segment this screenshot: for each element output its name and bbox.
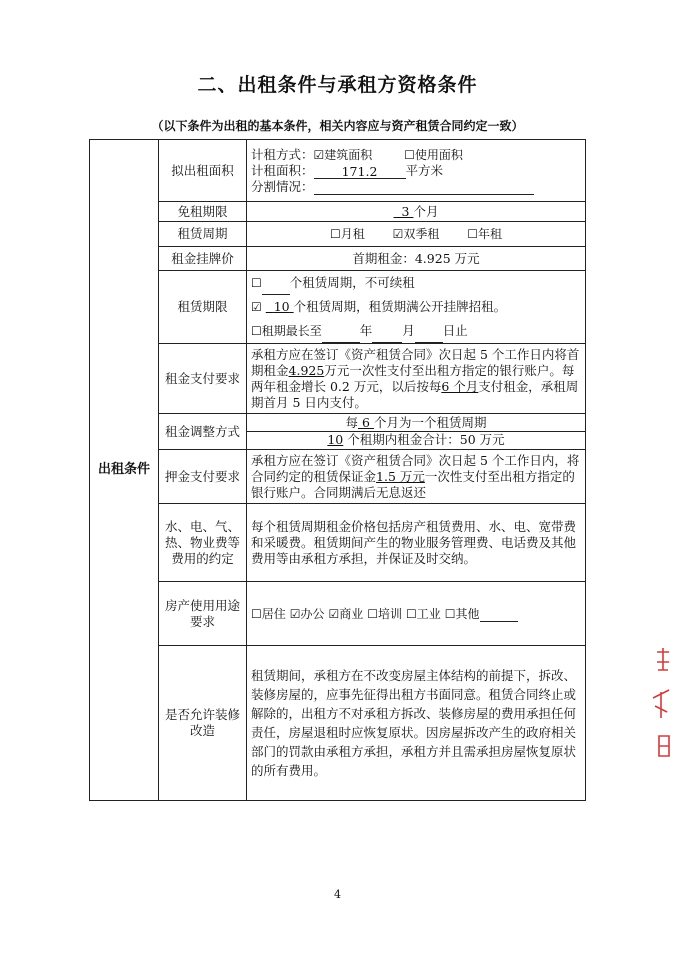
adjust-periods: 10 (327, 432, 344, 447)
adjust-months: 6 (362, 415, 370, 430)
page-number: 4 (334, 888, 341, 901)
decoration-label: 是否允许装修改造 (159, 646, 247, 801)
usage-options (247, 582, 586, 646)
lease-option2-checkbox: ☑ (251, 300, 262, 314)
area-value: 171.2 (341, 163, 378, 179)
mode-prefix: 计租方式： (251, 146, 314, 162)
payment-label: 租金支付要求 (159, 344, 247, 414)
payment-text (247, 344, 586, 414)
lease-cycles-number: 10 (273, 299, 290, 314)
adjust-prefix: 每 (345, 415, 359, 430)
free-period-number: 3 (401, 203, 410, 219)
lease-option1-checkbox: ☐ (251, 276, 262, 290)
area-label: 拟出租面积 (159, 140, 247, 202)
lease-term-label: 租赁期限 (159, 271, 247, 344)
split-label: 分割情况： (251, 178, 314, 194)
payment-text-part2: 万元一次性支付至出租方指定的银行账户。每两年租金增长 0.2 万元，以后按每 (251, 362, 575, 394)
day-label: 日止 (442, 323, 468, 338)
lease-option3-text: ☐租期最长至 (251, 324, 322, 338)
month-label: 月 (402, 323, 415, 338)
usage-office-checkbox: ☑办公 (289, 606, 325, 621)
adjust-cycle-text: 个月为一个租赁周期 (373, 415, 487, 430)
listing-value: 首期租金：4.925 万元 (247, 247, 586, 271)
usage-training-checkbox: ☐培训 (367, 606, 403, 621)
lease-option2-text: 个租赁周期，租赁期满公开挂牌招租。 (293, 299, 507, 314)
free-period-label: 免租期限 (159, 202, 247, 222)
usage-other-checkbox: ☐其他 (444, 606, 480, 621)
lease-term-value (247, 271, 586, 344)
area-unit: 平方米 (405, 162, 444, 178)
monthly-checkbox: ☐月租 (330, 227, 365, 241)
cycle-options (247, 222, 586, 247)
free-period-unit: 个月 (413, 203, 439, 219)
yearly-checkbox: ☐年租 (467, 227, 502, 241)
listing-label: 租金挂牌价 (159, 247, 247, 271)
year-label: 年 (359, 323, 373, 338)
payment-text-part3: 支付租金，承租周期首月 5 日内支付。 (251, 378, 579, 410)
page-subtitle: （以下条件为出租的基本条件，相关内容应与资产租赁合同约定一致） (151, 119, 524, 133)
usage-commercial-checkbox: ☑商业 (328, 606, 364, 621)
area-prefix: 计租面积： (251, 162, 314, 178)
cycle-label: 租赁周期 (159, 222, 247, 247)
decoration-text: 租赁期间，承租方在不改变房屋主体结构的前提下，拆改、装修房屋的，应事先征得出租方书面同意。租赁合同终止或解除的，出租方不对承租方拆改、装修房屋的费用承担任何责任，房屋退租时应恢复原状。因房屋拆改产生的政府相关部门的罚款由承租方承担，承租方并且需承担房屋恢复原状的所有费用。 (247, 646, 586, 801)
utilities-label: 水、电、气、热、物业费等费用的约定 (159, 504, 247, 582)
utilities-text: 每个租赁周期租金价格包括房产租赁费用、水、电、宽带费和采暖费。租赁期间产生的物业服务管理费、电话费及其他费用等由承租方承担，并保证及时交纳。 (247, 504, 586, 582)
usage-industrial-checkbox: ☐工业 (406, 606, 441, 621)
double-season-checkbox: ☑双季租 (392, 227, 440, 241)
payment-text-part1: 承租方应在签订《资产租赁合同》次日起 5 个工作日内将首期租金 (251, 346, 580, 378)
payment-period: 6 个月 (441, 378, 479, 394)
deposit-text-part2: 一次性支付至出租方指定的银行账户。合同期满后无息返还 (251, 468, 575, 500)
category-label: 出租条件 (90, 140, 159, 801)
deposit-label: 押金支付要求 (159, 450, 247, 504)
deposit-text (247, 450, 586, 504)
lease-option1-text: 个租赁周期，不可续租 (289, 275, 415, 290)
adjust-total-text: 个租期内租金合计：50 万元 (347, 432, 505, 447)
area-value-cell (247, 140, 586, 202)
usage-area-checkbox: ☐使用面积 (404, 147, 463, 162)
usage-residential-checkbox: ☐居住 (251, 606, 286, 621)
rental-conditions-table (89, 139, 586, 801)
free-period-value (247, 202, 586, 222)
adjust-value (247, 414, 586, 450)
deposit-text-part1: 承租方应在签订《资产租赁合同》次日起 5 个工作日内，将合同约定的租赁保证金 (251, 452, 580, 484)
red-stamp (645, 640, 675, 770)
adjust-label: 租金调整方式 (159, 414, 247, 450)
page-title: 二、出租条件与承租方资格条件 (197, 74, 478, 96)
payment-amount: 4.925 (288, 362, 325, 378)
building-area-checkbox: ☑建筑面积 (313, 147, 373, 162)
usage-label: 房产使用用途要求 (159, 582, 247, 646)
deposit-amount: 1.5 万元 (376, 468, 425, 484)
